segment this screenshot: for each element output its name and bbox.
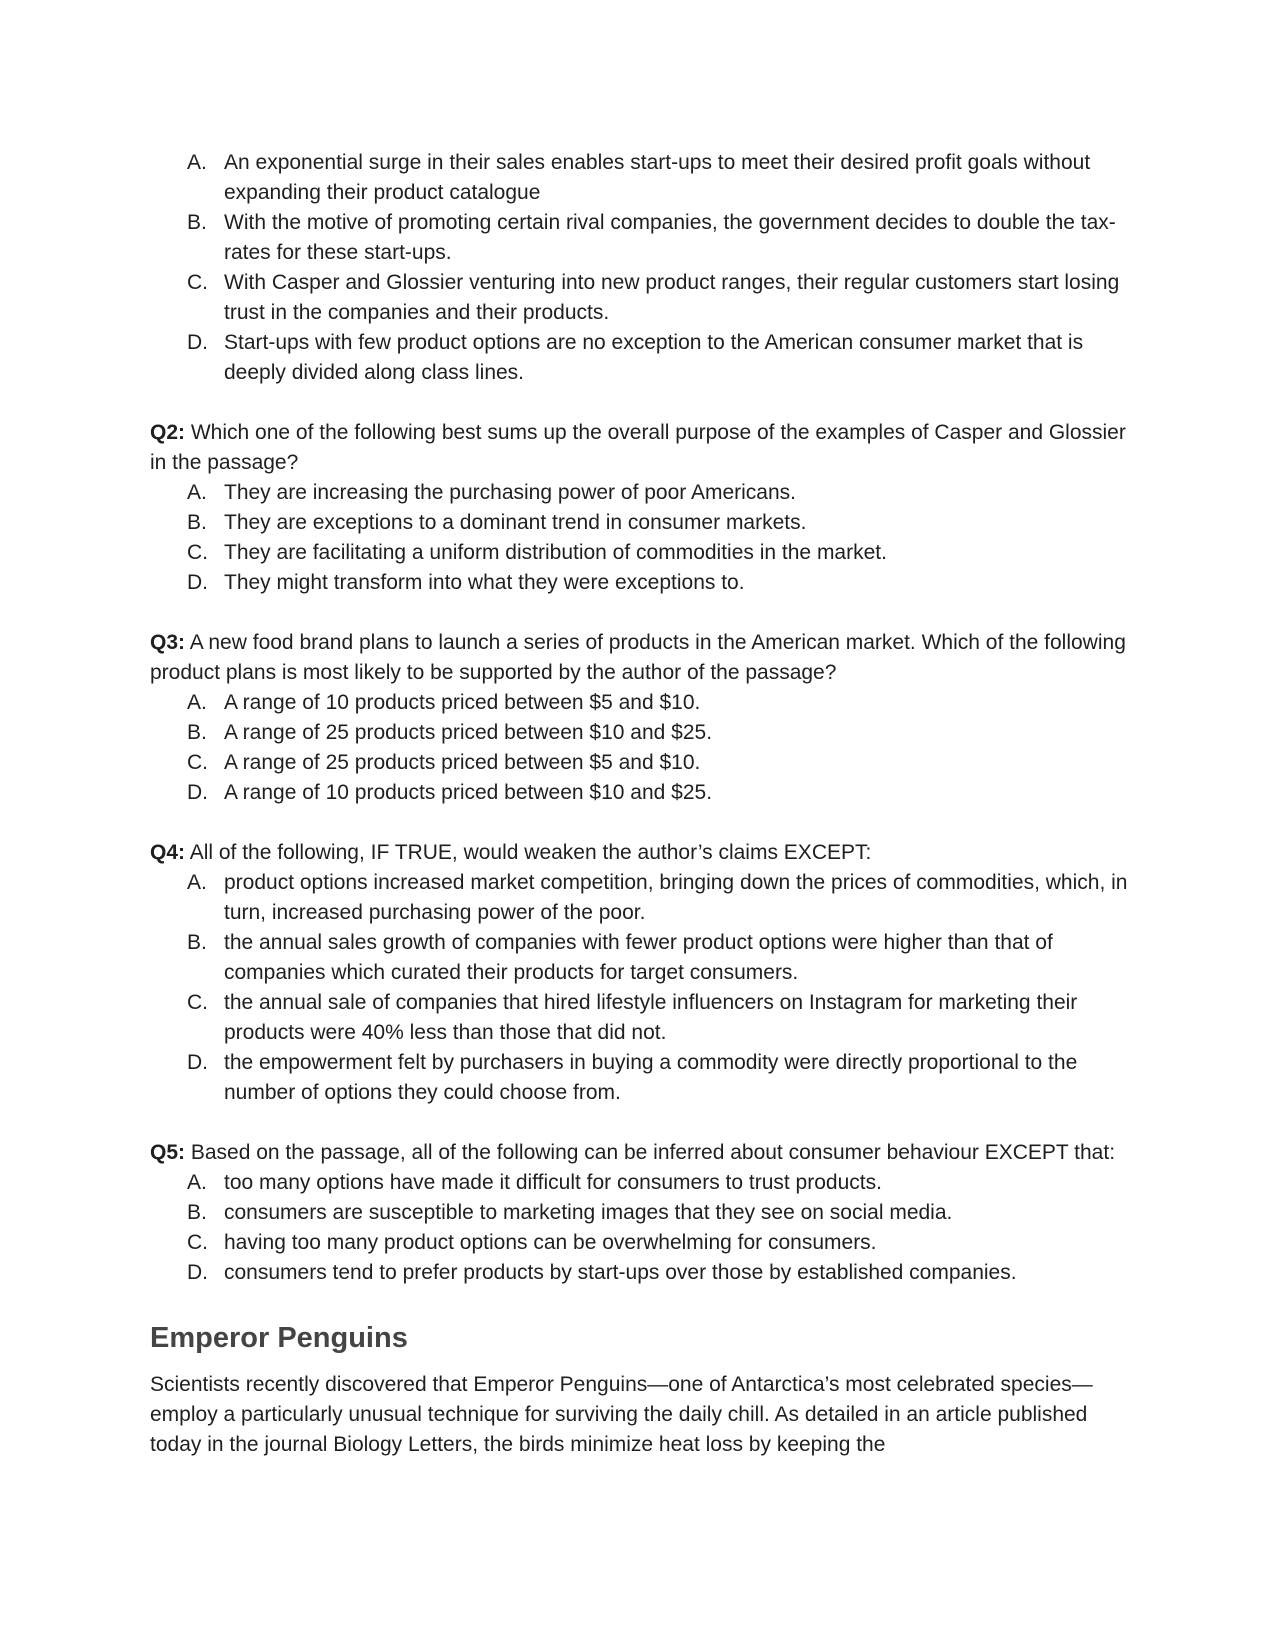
option-text: consumers are susceptible to marketing images that they see on social media.	[224, 1201, 953, 1224]
question-2	[150, 418, 1140, 598]
option-text: Start-ups with few product options are no exception to the American consumer market that is deeply divided along class lines.	[224, 331, 1084, 384]
q5-options	[150, 1168, 1140, 1288]
option-text: having too many product options can be overwhelming for consumers.	[224, 1231, 877, 1254]
q2-options	[150, 478, 1140, 598]
q4-option-c	[150, 988, 1140, 1048]
q2-option-a	[150, 478, 1140, 508]
option-letter: B.	[187, 211, 207, 234]
question-label: Q5:	[150, 1141, 186, 1164]
q1-option-c	[150, 268, 1140, 328]
question-label: Q4:	[150, 841, 186, 864]
option-letter: D.	[187, 781, 208, 804]
option-text: product options increased market competition, bringing down the prices of commodities, which, in turn, increased purchasing power of the poor.	[224, 871, 1128, 924]
question-text: Based on the passage, all of the following can be inferred about consumer behaviour EXCEPT that:	[185, 1141, 1116, 1164]
option-letter: C.	[187, 1231, 208, 1254]
question-stem	[150, 418, 1140, 478]
option-text: They are exceptions to a dominant trend in consumer markets.	[224, 511, 807, 534]
option-letter: B.	[187, 511, 207, 534]
option-text: With Casper and Glossier venturing into new product ranges, their regular customers start losing trust in the companies and their products.	[224, 271, 1120, 324]
option-letter: A.	[187, 481, 207, 504]
option-text: A range of 10 products priced between $5 and $10.	[224, 691, 701, 714]
question-stem	[150, 838, 1140, 868]
option-text: An exponential surge in their sales enables start-ups to meet their desired profit goals without expanding their product catalogue	[224, 151, 1091, 204]
option-text: A range of 25 products priced between $5 and $10.	[224, 751, 701, 774]
q1-option-b	[150, 208, 1140, 268]
option-letter: D.	[187, 571, 208, 594]
q2-option-c	[150, 538, 1140, 568]
option-text: consumers tend to prefer products by start-ups over those by established companies.	[224, 1261, 1017, 1284]
q2-option-d	[150, 568, 1140, 598]
question-stem	[150, 1138, 1140, 1168]
option-letter: A.	[187, 1171, 207, 1194]
option-text: A range of 10 products priced between $10 and $25.	[224, 781, 713, 804]
q3-option-c	[150, 748, 1140, 778]
option-letter: D.	[187, 1051, 208, 1074]
option-text: A range of 25 products priced between $10 and $25.	[224, 721, 713, 744]
q4-option-b	[150, 928, 1140, 988]
q3-option-a	[150, 688, 1140, 718]
q4-option-a	[150, 868, 1140, 928]
section-paragraph: Scientists recently discovered that Emperor Penguins—one of Antarctica’s most celebrated species—employ a particularly unusual technique for surviving the daily chill. As detailed in an article published today in the journal Biology Letters, the birds minimize heat loss by keeping the	[150, 1373, 1093, 1456]
question-label: Q2:	[150, 421, 186, 444]
q5-option-a	[150, 1168, 1140, 1198]
question-text: A new food brand plans to launch a series of products in the American market. Which of the following product plans is most likely to be supported by the author of the passage?	[150, 631, 1126, 684]
question-3	[150, 628, 1140, 808]
document-page	[150, 148, 1140, 1460]
q4-options	[150, 868, 1140, 1108]
option-letter: C.	[187, 751, 208, 774]
question-stem	[150, 628, 1140, 688]
q3-option-d	[150, 778, 1140, 808]
question-text: Which one of the following best sums up the overall purpose of the examples of Casper and Glossier in the passage?	[150, 421, 1126, 474]
q5-option-c	[150, 1228, 1140, 1258]
q3-option-b	[150, 718, 1140, 748]
option-text: They are increasing the purchasing power of poor Americans.	[224, 481, 796, 504]
option-letter: D.	[187, 331, 208, 354]
option-letter: B.	[187, 1201, 207, 1224]
q1-options	[150, 148, 1140, 388]
q5-option-b	[150, 1198, 1140, 1228]
option-text: With the motive of promoting certain rival companies, the government decides to double the tax-rates for these start-ups.	[224, 211, 1116, 264]
option-text: too many options have made it difficult for consumers to trust products.	[224, 1171, 882, 1194]
option-text: the annual sales growth of companies with fewer product options were higher than that of companies which curated their products for target consumers.	[224, 931, 1053, 984]
question-5	[150, 1138, 1140, 1288]
question-text: All of the following, IF TRUE, would weaken the author’s claims EXCEPT:	[185, 841, 872, 864]
option-letter: B.	[187, 931, 207, 954]
question-4	[150, 838, 1140, 1108]
q4-option-d	[150, 1048, 1140, 1108]
option-letter: A.	[187, 871, 207, 894]
q2-option-b	[150, 508, 1140, 538]
q3-options	[150, 688, 1140, 808]
option-letter: A.	[187, 151, 207, 174]
section-title: Emperor Penguins	[150, 1322, 408, 1354]
option-letter: A.	[187, 691, 207, 714]
option-text: the annual sale of companies that hired lifestyle influencers on Instagram for marketing their products were 40% less than those that did not.	[224, 991, 1078, 1044]
q1-option-a	[150, 148, 1140, 208]
option-text: They are facilitating a uniform distribution of commodities in the market.	[224, 541, 887, 564]
option-text: the empowerment felt by purchasers in buying a commodity were directly proportional to the number of options they could choose from.	[224, 1051, 1078, 1104]
q5-option-d	[150, 1258, 1140, 1288]
option-letter: B.	[187, 721, 207, 744]
option-letter: C.	[187, 991, 208, 1014]
option-letter: C.	[187, 271, 208, 294]
question-label: Q3:	[150, 631, 186, 654]
option-text: They might transform into what they were exceptions to.	[224, 571, 745, 594]
q1-option-d	[150, 328, 1140, 388]
option-letter: C.	[187, 541, 208, 564]
option-letter: D.	[187, 1261, 208, 1284]
